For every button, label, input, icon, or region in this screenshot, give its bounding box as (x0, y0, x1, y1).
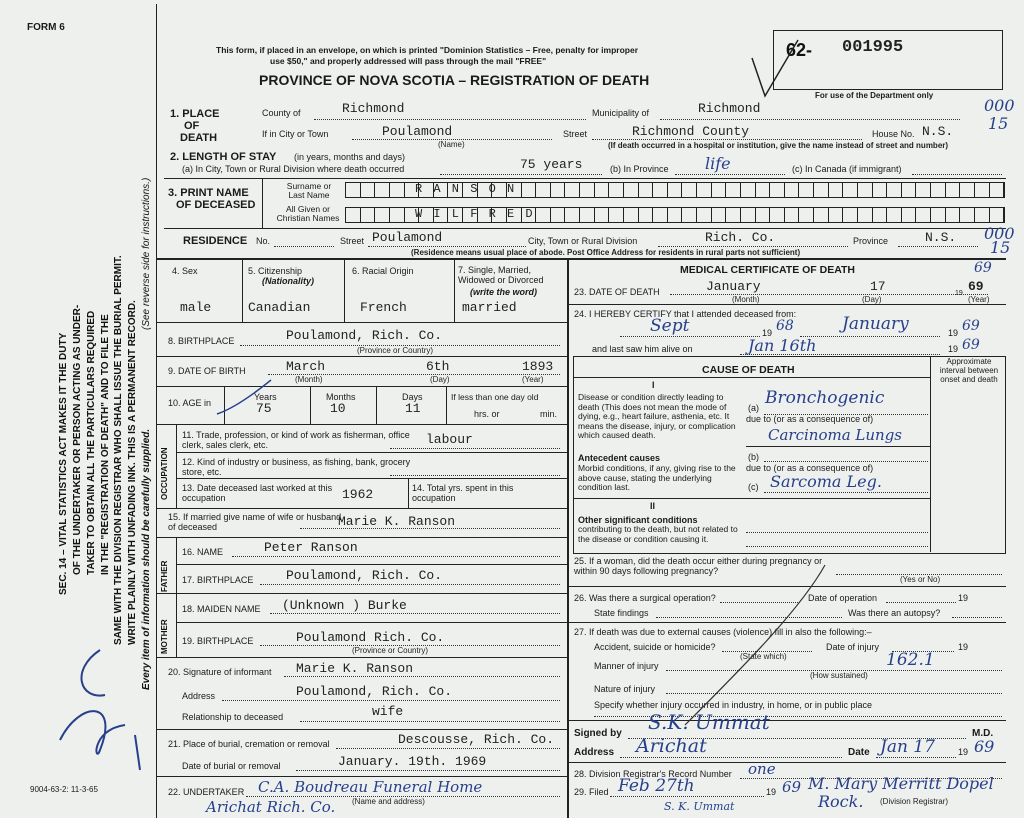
birthplace-sub: (Province or Country) (357, 346, 434, 355)
maiden-name-label: 18. MAIDEN NAME (182, 604, 261, 614)
side-text-2: OF THE UNDERTAKER OR PERSON ACTING AS UNDER- (72, 304, 83, 575)
findings-label: State findings (594, 608, 649, 618)
informant-label: 20. Signature of informant (168, 667, 272, 677)
dob-day: 6th (426, 359, 450, 374)
filed-19: 19 (766, 787, 777, 797)
burial-place-label: 21. Place of burial, cremation or removal (168, 739, 330, 749)
side-text-1: SEC. 14 – VITAL STATISTICS ACT MAKES IT THE DUTY (58, 332, 69, 595)
side-see: (See reverse side for instructions.) (141, 177, 152, 330)
dod-year-sub: (Year) (968, 295, 990, 304)
cause-title: CAUSE OF DEATH (702, 364, 795, 376)
other-conditions-label: Other significant conditions (578, 515, 698, 525)
municipality-label: Municipality of (592, 108, 650, 118)
header-line-2: use $50," and properly addressed will pass through the mail "FREE" (270, 56, 547, 66)
dod-year: 69 (968, 279, 984, 294)
signed-by-value: S.K. Ummat (648, 710, 770, 734)
registrar-sub: (Division Registrar) (880, 797, 949, 806)
undertaker-value: C.A. Boudreau Funeral Home (258, 778, 483, 796)
residence-code-2: 15 (990, 238, 1011, 257)
stay-a-value: 75 years (520, 157, 583, 172)
racial-origin-value: French (360, 300, 407, 315)
cause-a-label: (a) (748, 403, 759, 413)
dod-year-prefix: 19 (955, 290, 963, 297)
street-label: Street (563, 129, 588, 139)
age-years-label: Years (254, 392, 277, 402)
cause-a-value: Bronchogenic (765, 388, 885, 408)
dod-month: January (706, 279, 761, 294)
date-value: Jan 17 (880, 737, 935, 757)
date-year: 69 (974, 737, 995, 756)
side-text-5: SAME WITH THE DIVISION REGISTRAR WHO SHALL ISSUE THE BURIAL PERMIT. (113, 255, 124, 645)
antecedent-label: Antecedent causes (578, 453, 661, 463)
residence-prov-value: N.S. (925, 230, 957, 245)
filed-label: 29. Filed (574, 787, 609, 797)
external-causes-label: 27. If death was due to external causes (violence) fill in also the following:– (574, 627, 872, 637)
residence-city-value: Rich. Co. (705, 230, 776, 245)
house-value: N.S. (922, 124, 954, 139)
state-which: (State which) (740, 652, 787, 661)
residence-street-value: Poulamond (372, 230, 443, 245)
registrar-signature: M. Mary Merritt Dopel (808, 774, 994, 793)
age-days-label: Days (402, 392, 423, 402)
age-check-mark (215, 378, 275, 418)
address-label: Address (574, 747, 615, 758)
dod-day: 17 (870, 279, 886, 294)
print-name-label: 3. PRINT NAME OF DECEASED (168, 187, 256, 211)
spouse-value: Marie K. Ranson (338, 514, 456, 529)
dod-label: 23. DATE OF DEATH (574, 287, 660, 297)
dept-use-note: For use of the Department only (815, 91, 934, 100)
form-number: FORM 6 (27, 22, 65, 33)
dob-label: 9. DATE OF BIRTH (168, 366, 246, 376)
record-number-value: one (748, 760, 776, 778)
print-code: 9004-63-2: 11-3-65 (30, 785, 98, 794)
given-name-value: W I L F R E D (415, 207, 535, 221)
place-of-death-label: 1. PLACE OF DEATH (170, 108, 220, 144)
mother-birth-label: 19. BIRTHPLACE (182, 636, 254, 646)
record-number-label: 28. Division Registrar's Record Number (574, 769, 732, 779)
mother-birth-sub: (Province or Country) (352, 646, 429, 655)
stay-b-label: (b) In Province (610, 164, 669, 174)
last-worked-value: 1962 (342, 487, 374, 502)
roman-2: II (650, 501, 656, 511)
stay-c-label: (c) In Canada (if immigrant) (792, 164, 902, 174)
injury-date-label: Date of injury (826, 642, 880, 652)
age-min-label: min. (540, 409, 558, 419)
nature-label: Nature of injury (594, 684, 656, 694)
father-name-label: 16. NAME (182, 547, 224, 557)
strike-line (680, 560, 830, 730)
residence-note: (Residence means usual place of abode. Post Office Address for residents in rural parts not sufficient) (411, 248, 801, 257)
marital-label: 7. Single, Married, Widowed or Divorced (458, 265, 544, 285)
cause-due-1: due to (or as a consequence of) (746, 414, 874, 424)
age-label: 10. AGE in (168, 398, 212, 408)
dob-day-sub: (Day) (430, 375, 450, 384)
header-line-1: This form, if placed in an envelope, on which is printed "Dominion Statistics – Free, penalty for improper (216, 45, 639, 55)
age-days-value: 11 (405, 401, 421, 416)
cause-a2-value: Carcinoma Lungs (768, 426, 902, 444)
stay-label: 2. LENGTH OF STAY (170, 151, 277, 163)
how-sustained: (How sustained) (810, 671, 868, 680)
dob-month: March (286, 359, 326, 374)
registrar-signature-2: Rock. (818, 792, 864, 811)
dob-month-sub: (Month) (295, 375, 323, 384)
hospital-note: (If death occurred in a hospital or institution, give the name instead of street and number) (608, 141, 949, 150)
municipality-value: Richmond (698, 101, 761, 116)
attend-to-19: 19 (948, 328, 959, 338)
surgery-question: 26. Was there a surgical operation? (574, 593, 716, 603)
age-years-value: 75 (256, 401, 272, 416)
filed-year: 69 (782, 778, 802, 796)
spouse-label: 15. If married give name of wife or husband of deceased (168, 512, 342, 532)
city-name-sub: (Name) (438, 140, 465, 149)
registration-prefix: 62- (786, 40, 813, 60)
racial-origin-label: 6. Racial Origin (352, 266, 414, 276)
father-birth-label: 17. BIRTHPLACE (182, 575, 254, 585)
age-hrs-label: hrs. or (474, 409, 500, 419)
county-value: Richmond (342, 101, 405, 116)
stay-a-label: (a) In City, Town or Rural Division where death occurred (182, 164, 405, 174)
attend-to-year: 69 (962, 318, 980, 334)
total-years-label: 14. Total yrs. spent in this occupation (412, 483, 514, 503)
small-signature: S. K. Ummat (664, 800, 735, 813)
attend-from-19: 19 (762, 328, 773, 338)
dod-month-sub: (Month) (732, 295, 760, 304)
form-title: PROVINCE OF NOVA SCOTIA – REGISTRATION OF DEATH (259, 72, 650, 88)
cause-due-2: due to (or as a consequence of) (746, 463, 874, 473)
divider-name (164, 178, 1006, 179)
left-frame-line (156, 4, 157, 818)
place-code-2: 15 (988, 114, 1009, 133)
age-months-value: 10 (330, 401, 346, 416)
date-19: 19 (958, 747, 969, 757)
sex-label: 4. Sex (172, 266, 198, 276)
address-value: Arichat (636, 735, 707, 757)
industry-label: 12. Kind of industry or business, as fishing, bank, grocery store, etc. (182, 457, 411, 477)
divider-main (156, 258, 1006, 260)
pregnancy-yesno: (Yes or No) (900, 575, 941, 584)
cause-b-label: (b) (748, 452, 759, 462)
attend-to: January (842, 314, 909, 334)
house-label: House No. (872, 129, 915, 139)
maiden-name-value: (Unknown ) Burke (282, 598, 407, 613)
citizenship-sub: (Nationality) (262, 276, 315, 286)
cause-code: 162.1 (886, 650, 935, 670)
mother-side-label: MOTHER (160, 619, 169, 654)
center-divider (567, 258, 569, 818)
last-saw-label: and last saw him alive on (592, 344, 693, 354)
certify-label: 24. I HEREBY CERTIFY that I attended deceased from: (574, 309, 797, 319)
father-birth-value: Poulamond, Rich. Co. (286, 568, 443, 583)
citizenship-value: Canadian (248, 300, 311, 315)
stay-sub: (in years, months and days) (294, 152, 406, 162)
last-worked-label: 13. Date deceased last worked at this occupation (182, 483, 333, 503)
stay-b-value: life (705, 154, 731, 173)
side-text-6: WRITE PLAINLY WITH UNFADING INK. THIS IS A PERMANENT RECORD. (127, 300, 138, 645)
checkmark-icon (750, 38, 800, 98)
residence-label: RESIDENCE (183, 235, 248, 247)
burial-date-label: Date of burial or removal (182, 761, 281, 771)
cause-c-value: Sarcoma Leg. (770, 472, 882, 491)
occupation-side-label: OCCUPATION (160, 447, 169, 500)
residence-no-label: No. (256, 236, 271, 246)
filed-value: Feb 27th (618, 776, 695, 796)
father-side-label: FATHER (160, 560, 169, 592)
injury-19: 19 (958, 642, 969, 652)
undertaker-address: Arichat Rich. Co. (206, 798, 336, 816)
sex-value: male (180, 300, 212, 315)
interval-label: Approximate interval between onset and death (939, 357, 999, 384)
attend-from-year: 68 (776, 318, 794, 334)
citizenship-label: 5. Citizenship (248, 266, 303, 276)
undertaker-sub: (Name and address) (352, 797, 425, 806)
side-every: Every item of information should be carefully supplied. (141, 428, 152, 690)
residence-street-label: Street (340, 236, 365, 246)
disease-label: Disease or condition directly leading to death (This does not mean the mode of dying, e.g., heart failure, asthenia, etc. It means the disease, injury, or complication which caused death. (578, 392, 736, 440)
autopsy-label: Was there an autopsy? (848, 608, 941, 618)
divider-residence (164, 228, 1006, 229)
medical-code: 69 (974, 260, 992, 276)
operation-19: 19 (958, 593, 969, 603)
relationship-value: wife (372, 704, 404, 719)
roman-1: I (652, 380, 655, 390)
city-value: Poulamond (382, 124, 453, 139)
last-saw-year: 69 (962, 337, 980, 353)
dob-year-sub: (Year) (522, 375, 544, 384)
place-code-1: 000 (984, 96, 1015, 115)
burial-place-value: Descousse, Rich. Co. (398, 732, 555, 747)
city-label: If in City or Town (262, 129, 329, 139)
last-saw-19: 19 (948, 344, 959, 354)
antecedent-desc: Morbid conditions, if any, giving rise to the above cause, stating the underlying condition last. (578, 463, 736, 492)
trade-value: labour (426, 432, 473, 447)
marital-sub: (write the word) (470, 287, 537, 297)
birthplace-label: 8. BIRTHPLACE (168, 336, 235, 346)
operation-date-label: Date of operation (808, 593, 878, 603)
side-text-4: IN THE "REGISTRATION OF DEATH" AND TO FILE THE (100, 314, 111, 575)
informant-value: Marie K. Ranson (296, 661, 414, 676)
accident-label: Accident, suicide or homicide? (594, 642, 716, 652)
informant-address-label: Address (182, 691, 216, 701)
attend-from: Sept (650, 316, 690, 336)
other-conditions-desc: contributing to the death, but not related to the disease or condition causing it. (578, 524, 738, 544)
informant-address-value: Poulamond, Rich. Co. (296, 684, 453, 699)
specify-label: Specify whether injury occurred in industry, in home, or in public place (594, 700, 872, 710)
dob-year: 1893 (522, 359, 554, 374)
residence-code-1: 000 (984, 224, 1015, 243)
surname-label: Surname or Last Name (286, 181, 332, 200)
medical-title: MEDICAL CERTIFICATE OF DEATH (680, 264, 855, 276)
md-label: M.D. (972, 728, 994, 739)
pregnancy-question: 25. If a woman, did the death occur either during pregnancy or within 90 days following pregnancy? (574, 556, 823, 576)
last-saw-value: Jan 16th (748, 336, 817, 355)
burial-date-value: January. 19th. 1969 (338, 754, 487, 769)
relationship-label: Relationship to deceased (182, 712, 284, 722)
father-name-value: Peter Ranson (264, 540, 358, 555)
marital-value: married (462, 300, 517, 315)
cause-c-label: (c) (748, 482, 759, 492)
registration-serial: 001995 (842, 38, 904, 57)
side-text-3: TAKER TO OBTAIN ALL THE PARTICULARS REQUIRED (86, 310, 97, 575)
trade-label: 11. Trade, profession, or kind of work as fisherman, office clerk, sales clerk, etc. (182, 430, 410, 450)
given-label: All Given or Christian Names (276, 204, 340, 223)
undertaker-label: 22. UNDERTAKER (168, 787, 245, 797)
residence-prov-label: Province (853, 236, 889, 246)
residence-city-label: City, Town or Rural Division (528, 236, 638, 246)
signed-by-label: Signed by (574, 728, 622, 739)
dod-day-sub: (Day) (862, 295, 882, 304)
street-value: Richmond County (632, 124, 750, 139)
age-months-label: Months (326, 392, 356, 402)
birthplace-value: Poulamond, Rich. Co. (286, 328, 443, 343)
mother-birth-value: Poulamond Rich. Co. (296, 630, 445, 645)
surname-value: R A N S O N (415, 182, 517, 196)
age-less-label: If less than one day old (451, 392, 539, 402)
county-label: County of (262, 108, 301, 118)
date-label: Date (848, 747, 870, 758)
manner-label: Manner of injury (594, 661, 659, 671)
handwritten-side-mark (40, 640, 150, 780)
